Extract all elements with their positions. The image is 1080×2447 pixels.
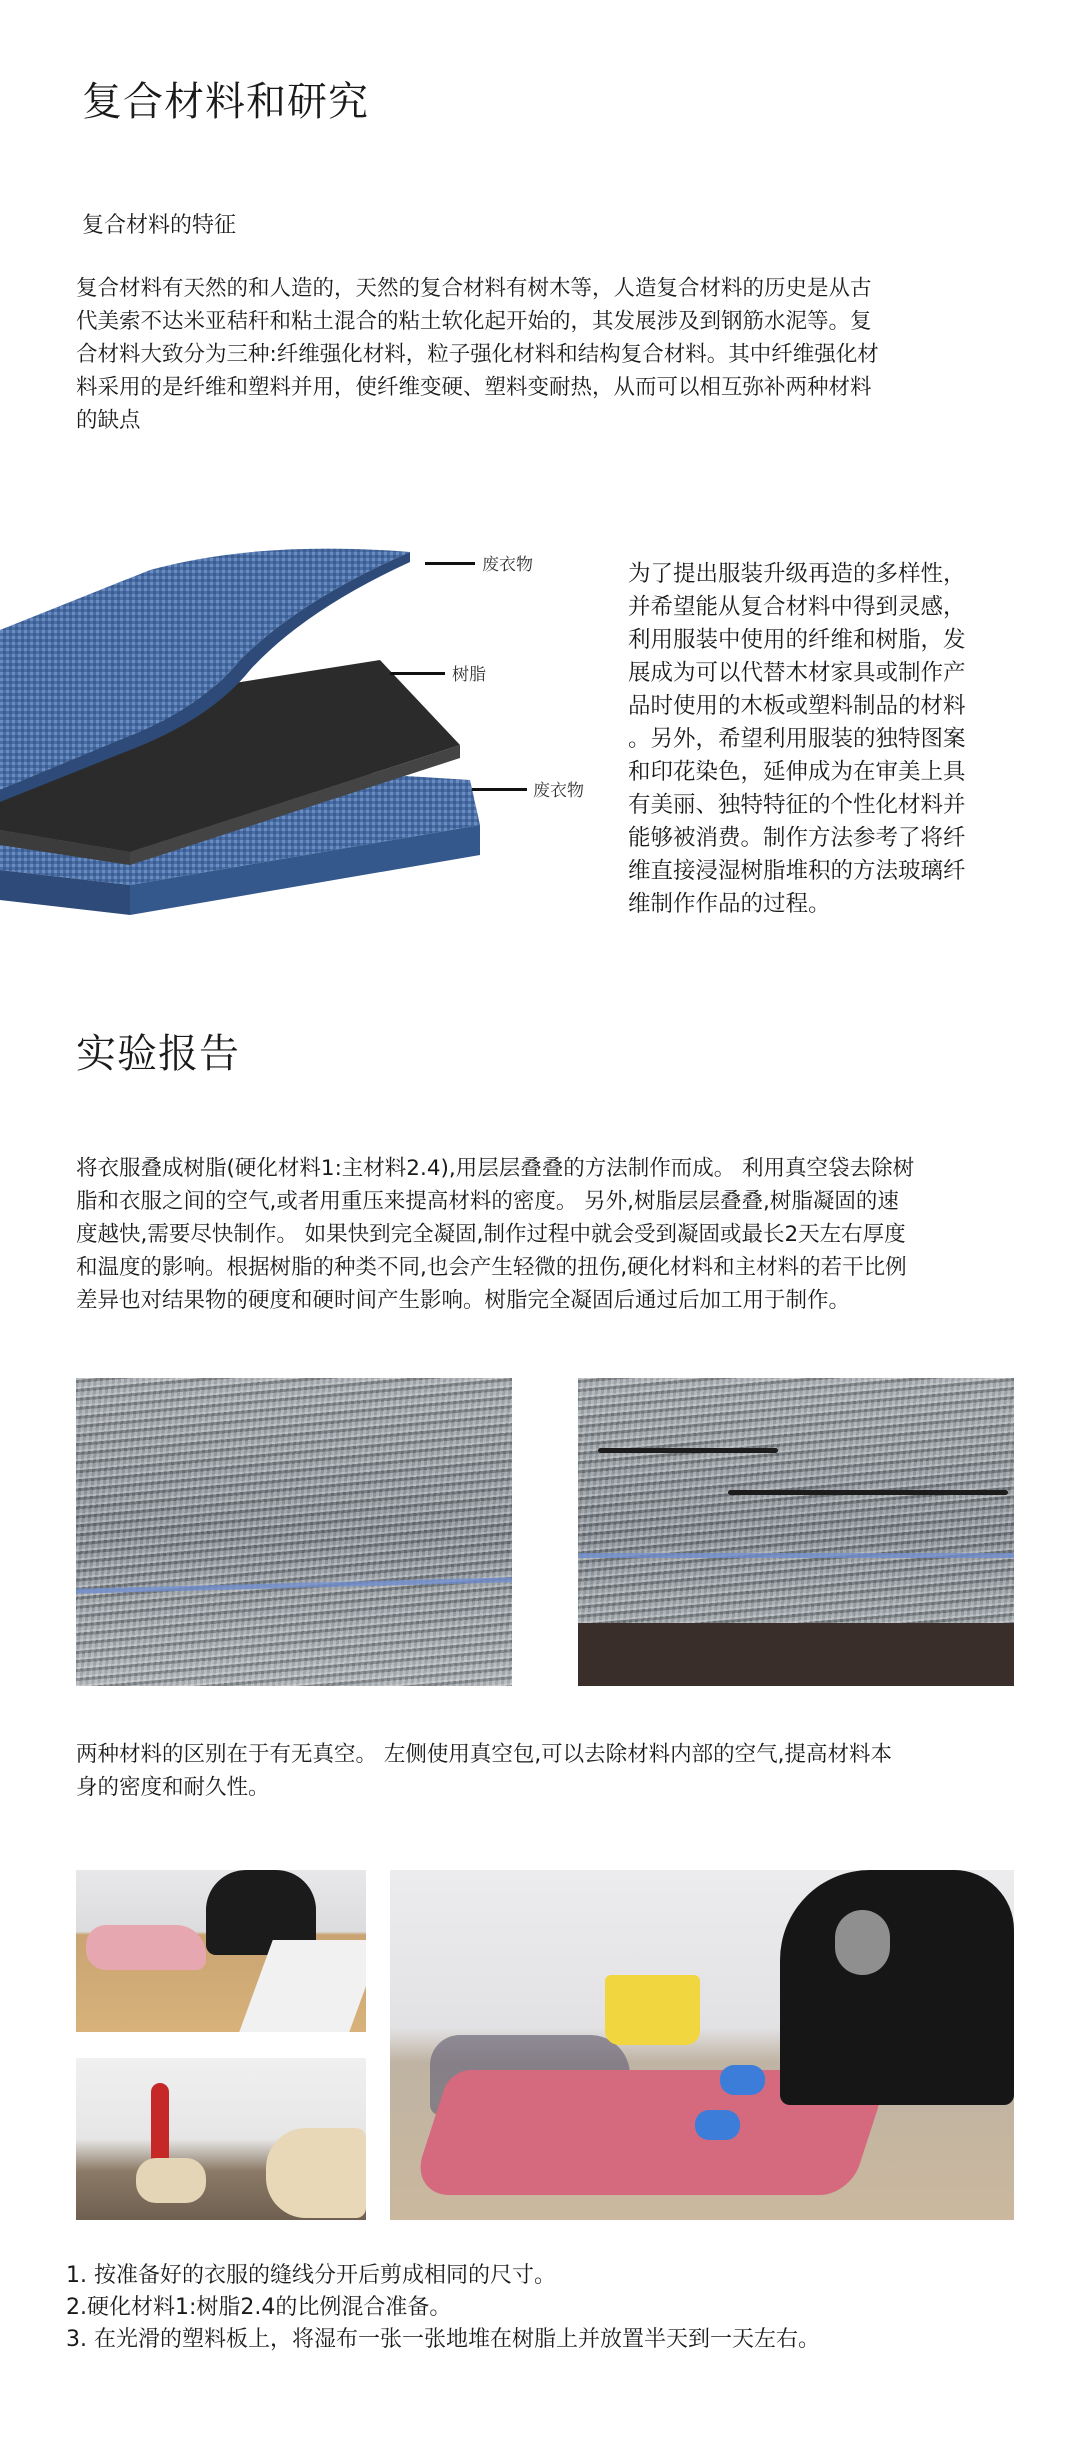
non-vacuum-material-photo [578, 1378, 1014, 1686]
text-line: 品时使用的木板或塑料制品的材料 [628, 693, 966, 719]
label-resin: 树脂 [452, 665, 486, 685]
text-line: 有美丽、独特特征的个性化材料并 [628, 792, 966, 818]
process-steps-list [66, 2260, 1046, 2356]
text-line: 利用服装中使用的纤维和树脂，发 [628, 627, 966, 653]
text-line: 并希望能从复合材料中得到灵感， [628, 594, 966, 620]
vacuum-material-photo [76, 1378, 512, 1686]
text-line: 代美索不达米亚秸秆和粘土混合的粘土软化起开始的，其发展涉及到钢筋水泥等。复 [76, 309, 872, 334]
list-item: 1. 按准备好的衣服的缝线分开后剪成相同的尺寸。 [66, 2263, 556, 2288]
cutting-fabric-photo [76, 1870, 366, 2032]
text-line: 维直接浸湿树脂堆积的方法玻璃纤 [628, 858, 966, 884]
text-line: 展成为可以代替木材家具或制作产 [628, 660, 966, 686]
label-waste-clothing-bottom: 废衣物 [533, 781, 584, 801]
text-line: 将衣服叠成树脂(硬化材料1:主材料2.4),用层层叠叠的方法制作而成。 利用真空袋去除树 [76, 1156, 915, 1181]
design-concept-text [628, 558, 1028, 921]
text-line: 脂和衣服之间的空气,或者用重压来提高材料的密度。 另外,树脂层层叠叠,树脂凝固的速 [76, 1189, 899, 1214]
text-line: 为了提出服装升级再造的多样性， [628, 561, 966, 587]
list-item: 2.硬化材料1:树脂2.4的比例混合准备。 [66, 2295, 452, 2320]
text-line: 的缺点 [76, 408, 141, 433]
layer-illustration [0, 540, 620, 920]
page-title: 复合材料和研究 [82, 79, 369, 125]
text-line: 和温度的影响。根据树脂的种类不同,也会产生轻微的扭伤,硬化材料和主材料的若干比例 [76, 1255, 907, 1280]
text-line: 合材料大致分为三种:纤维强化材料，粒子强化材料和结构复合材料。其中纤维强化材 [76, 342, 879, 367]
intro-paragraph [76, 272, 1036, 437]
text-line: 维制作作品的过程。 [628, 891, 831, 917]
text-line: 。另外，希望利用服装的独特图案 [628, 726, 966, 752]
text-line: 差异也对结果物的硬度和硬时间产生影响。树脂完全凝固后通过后加工用于制作。 [76, 1288, 851, 1313]
text-line: 复合材料有天然的和人造的，天然的复合材料有树木等，人造复合材料的历史是从古 [76, 276, 872, 301]
text-line: 身的密度和耐久性。 [76, 1775, 270, 1800]
comparison-text [76, 1738, 1036, 1804]
text-line: 和印花染色，延伸成为在审美上具 [628, 759, 966, 785]
experiment-paragraph [76, 1152, 1046, 1317]
label-waste-clothing-top: 废衣物 [482, 555, 533, 575]
text-line: 两种材料的区别在于有无真空。 左侧使用真空包,可以去除材料内部的空气,提高材料本 [76, 1742, 893, 1767]
layering-fabric-photo [390, 1870, 1014, 2220]
list-item: 3. 在光滑的塑料板上，将湿布一张一张地堆在树脂上并放置半天到一天左右。 [66, 2327, 820, 2352]
section-title-experiment: 实验报告 [76, 1031, 240, 1077]
resin-mixing-photo [76, 2058, 366, 2220]
text-line: 能够被消费。制作方法参考了将纤 [628, 825, 966, 851]
text-line: 度越快,需要尽快制作。 如果快到完全凝固,制作过程中就会受到凝固或最长2天左右厚度 [76, 1222, 906, 1247]
section-subtitle: 复合材料的特征 [82, 213, 237, 238]
text-line: 料采用的是纤维和塑料并用，使纤维变硬、塑料变耐热，从而可以相互弥补两种材料 [76, 375, 872, 400]
composite-layer-diagram [0, 540, 620, 920]
